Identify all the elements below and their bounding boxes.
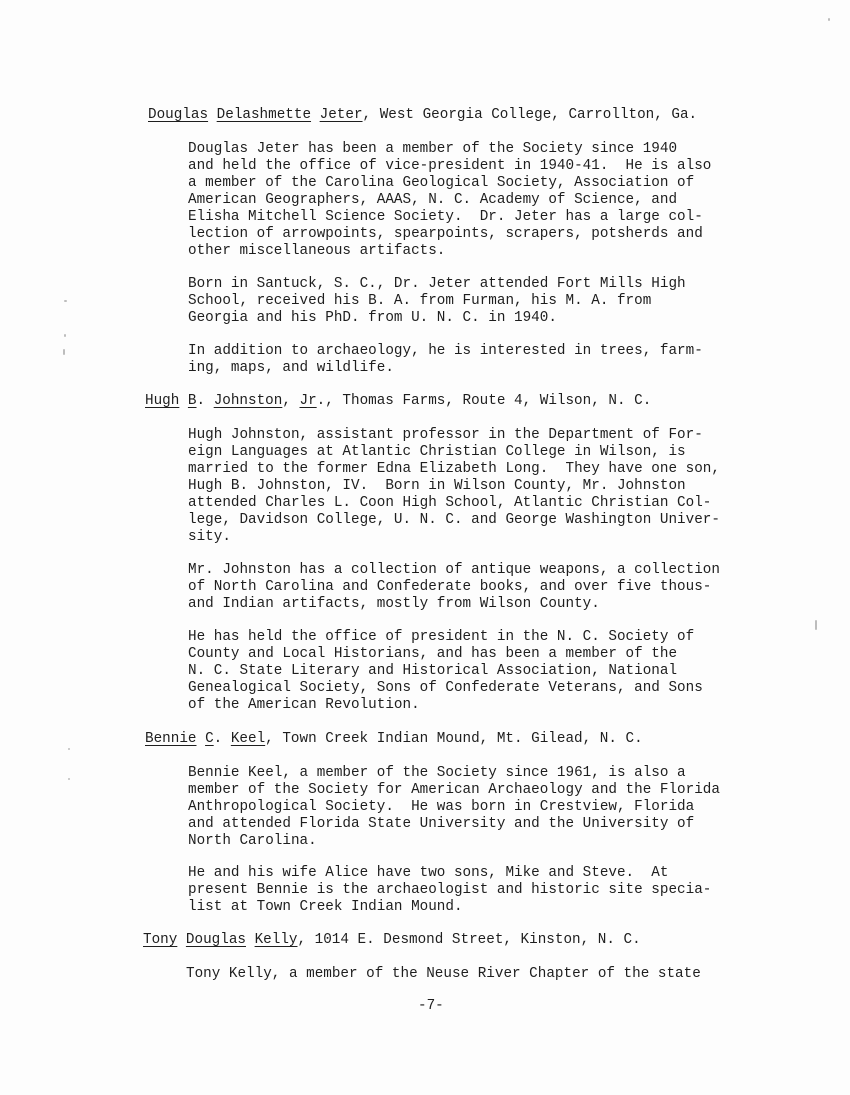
body-line: N. C. State Literary and Historical Association, National bbox=[188, 663, 678, 679]
entry-header-johnston bbox=[145, 393, 651, 410]
body-line: Mr. Johnston has a collection of antique weapons, a collection bbox=[188, 562, 720, 578]
body-line: He and his wife Alice have two sons, Mike and Steve. At bbox=[188, 865, 669, 881]
body-line: In addition to archaeology, he is interested in trees, farm- bbox=[188, 343, 703, 359]
scan-mark bbox=[63, 349, 65, 355]
body-line: and held the office of vice-president in 1940-41. He is also bbox=[188, 158, 712, 174]
header-sep: , bbox=[282, 393, 300, 409]
entry-header-keel bbox=[145, 731, 643, 748]
name-first: Hugh bbox=[145, 393, 180, 409]
name-last: Keel bbox=[230, 731, 266, 747]
header-affiliation: , 1014 E. Desmond Street, Kinston, N. C. bbox=[297, 932, 641, 948]
page-number: -7- bbox=[418, 998, 444, 1014]
body-line: Bennie Keel, a member of the Society since 1961, is also a bbox=[188, 765, 686, 781]
body-line: list at Town Creek Indian Mound. bbox=[188, 899, 463, 915]
body-line: lege, Davidson College, U. N. C. and George Washington Univer- bbox=[188, 512, 720, 528]
body-line: Douglas Jeter has been a member of the Society since 1940 bbox=[188, 141, 678, 157]
body-line: Born in Santuck, S. C., Dr. Jeter attended Fort Mills High bbox=[188, 276, 686, 292]
body-line: Genealogical Society, Sons of Confederate Veterans, and Sons bbox=[188, 680, 703, 696]
body-line: married to the former Edna Elizabeth Long. They have one son, bbox=[188, 461, 720, 477]
name-middle: Douglas bbox=[185, 932, 246, 948]
body-line: ing, maps, and wildlife. bbox=[188, 360, 394, 376]
scan-mark bbox=[815, 620, 817, 630]
name-last: Kelly bbox=[254, 932, 298, 948]
body-line: School, received his B. A. from Furman, his M. A. from bbox=[188, 293, 652, 309]
body-line: Hugh Johnston, assistant professor in the Department of For- bbox=[188, 427, 703, 443]
body-line: lection of arrowpoints, spearpoints, scrapers, potsherds and bbox=[188, 226, 703, 242]
name-middle: B bbox=[187, 393, 197, 409]
scan-mark bbox=[68, 778, 70, 780]
header-sep: . bbox=[196, 393, 214, 409]
body-line: present Bennie is the archaeologist and historic site specia- bbox=[188, 882, 712, 898]
name-middle: C bbox=[205, 731, 214, 747]
body-line: County and Local Historians, and has been a member of the bbox=[188, 646, 678, 662]
name-first: Douglas bbox=[148, 107, 209, 123]
entry-header-jeter bbox=[148, 107, 697, 124]
header-sep: . bbox=[213, 731, 231, 747]
name-middle: Delashmette bbox=[216, 107, 312, 123]
body-line: Anthropological Society. He was born in Crestview, Florida bbox=[188, 799, 695, 815]
body-line: American Geographers, AAAS, N. C. Academy of Science, and bbox=[188, 192, 678, 208]
body-line: Tony Kelly, a member of the Neuse River Chapter of the state bbox=[186, 966, 701, 982]
body-line: eign Languages at Atlantic Christian College in Wilson, is bbox=[188, 444, 686, 460]
body-line: member of the Society for American Archaeology and the Florida bbox=[188, 782, 720, 798]
header-affiliation: , Town Creek Indian Mound, Mt. Gilead, N. C. bbox=[265, 731, 643, 747]
name-last: Jeter bbox=[319, 107, 363, 123]
body-line: sity. bbox=[188, 529, 231, 545]
body-line: North Carolina. bbox=[188, 833, 317, 849]
body-line: He has held the office of president in the N. C. Society of bbox=[188, 629, 695, 645]
body-line: and Indian artifacts, mostly from Wilson County. bbox=[188, 596, 600, 612]
body-line: other miscellaneous artifacts. bbox=[188, 243, 446, 259]
body-line: and attended Florida State University and the University of bbox=[188, 816, 695, 832]
header-affiliation: ., Thomas Farms, Route 4, Wilson, N. C. bbox=[316, 393, 652, 409]
name-last: Johnston bbox=[213, 393, 283, 409]
scan-mark bbox=[68, 748, 70, 750]
body-line: attended Charles L. Coon High School, Atlantic Christian Col- bbox=[188, 495, 712, 511]
scan-mark bbox=[828, 18, 830, 21]
name-first: Bennie bbox=[145, 731, 197, 747]
scan-mark bbox=[64, 334, 66, 337]
name-first: Tony bbox=[143, 932, 178, 948]
scan-mark bbox=[64, 300, 67, 302]
entry-header-kelly bbox=[143, 932, 641, 949]
body-line: Georgia and his PhD. from U. N. C. in 1940. bbox=[188, 310, 557, 326]
header-affiliation: , West Georgia College, Carrollton, Ga. bbox=[362, 107, 698, 123]
name-suffix: Jr bbox=[299, 393, 317, 409]
body-line: a member of the Carolina Geological Society, Association of bbox=[188, 175, 695, 191]
body-line: of the American Revolution. bbox=[188, 697, 420, 713]
body-line: Hugh B. Johnston, IV. Born in Wilson County, Mr. Johnston bbox=[188, 478, 686, 494]
body-line: of North Carolina and Confederate books, and over five thous- bbox=[188, 579, 712, 595]
body-line: Elisha Mitchell Science Society. Dr. Jeter has a large col- bbox=[188, 209, 703, 225]
